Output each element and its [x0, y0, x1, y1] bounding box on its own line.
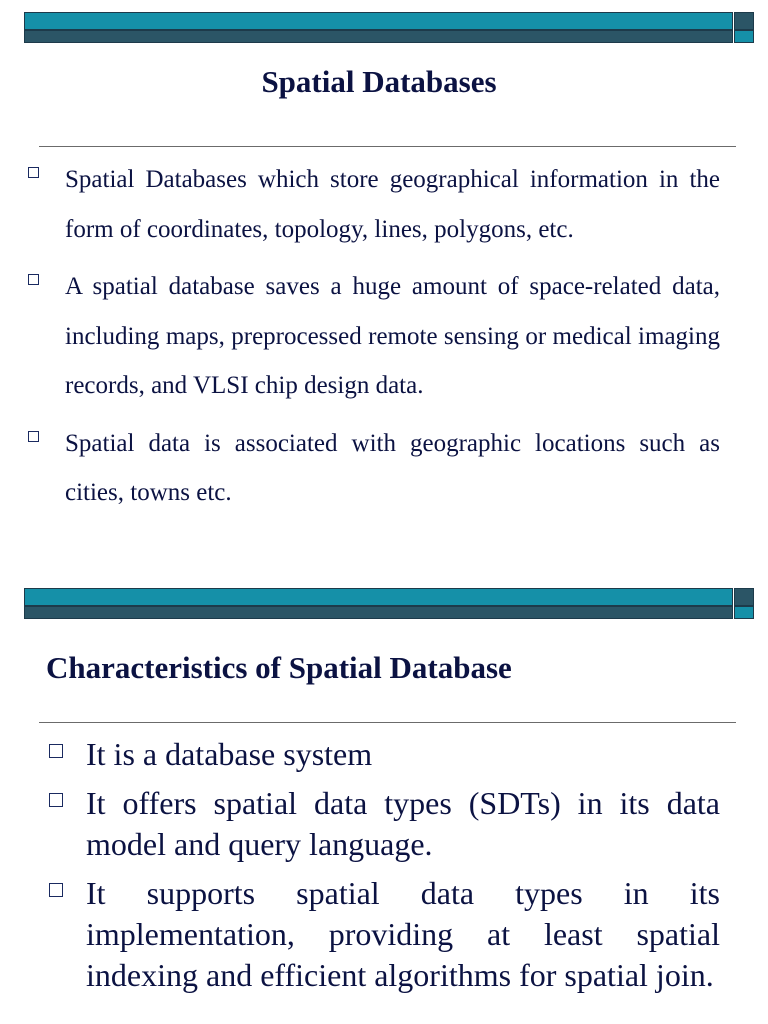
bullet-text: It is a database system — [86, 736, 373, 772]
square-bullet-icon — [49, 793, 63, 807]
header-band-bottom-bar — [24, 606, 733, 619]
bullet-item — [86, 734, 720, 775]
bullet-item — [65, 262, 720, 411]
bullet-text: A spatial database saves a huge amount of space-related data, including maps, preprocessed remote sensing or medical imaging records, and VLSI chip design data. — [65, 273, 720, 399]
square-bullet-icon — [28, 431, 39, 442]
header-band-top-bar — [24, 588, 733, 606]
header-band-square-top — [734, 12, 754, 30]
bullet-item — [86, 783, 720, 865]
slide-title: Spatial Databases — [261, 64, 497, 99]
header-band-top-bar — [24, 12, 733, 30]
slide-title: Characteristics of Spatial Database — [46, 650, 512, 685]
bullet-item — [86, 873, 720, 996]
header-band — [24, 12, 754, 44]
bullet-text: Spatial Databases which store geographical information in the form of coordinates, topology, lines, polygons, etc. — [65, 166, 720, 243]
title-divider — [39, 146, 736, 147]
bullet-list — [86, 734, 720, 1004]
square-bullet-icon — [49, 883, 63, 897]
bullet-text: It supports spatial data types in its implementation, providing at least spatial indexing and efficient algorithms for spatial join. — [86, 875, 720, 993]
square-bullet-icon — [28, 274, 39, 285]
bullet-list — [65, 155, 720, 526]
bullet-text: It offers spatial data types (SDTs) in its data model and query language. — [86, 785, 720, 862]
square-bullet-icon — [28, 167, 39, 178]
header-band-bottom-bar — [24, 30, 733, 43]
header-band-square-bottom — [734, 30, 754, 43]
header-band — [24, 588, 754, 620]
bullet-item — [65, 419, 720, 518]
header-band-square-bottom — [734, 606, 754, 619]
header-band-square-top — [734, 588, 754, 606]
bullet-text: Spatial data is associated with geographic locations such as cities, towns etc. — [65, 429, 720, 506]
bullet-item — [65, 155, 720, 254]
square-bullet-icon — [49, 744, 63, 758]
slide-characteristics — [0, 576, 768, 1024]
title-divider — [39, 722, 736, 723]
